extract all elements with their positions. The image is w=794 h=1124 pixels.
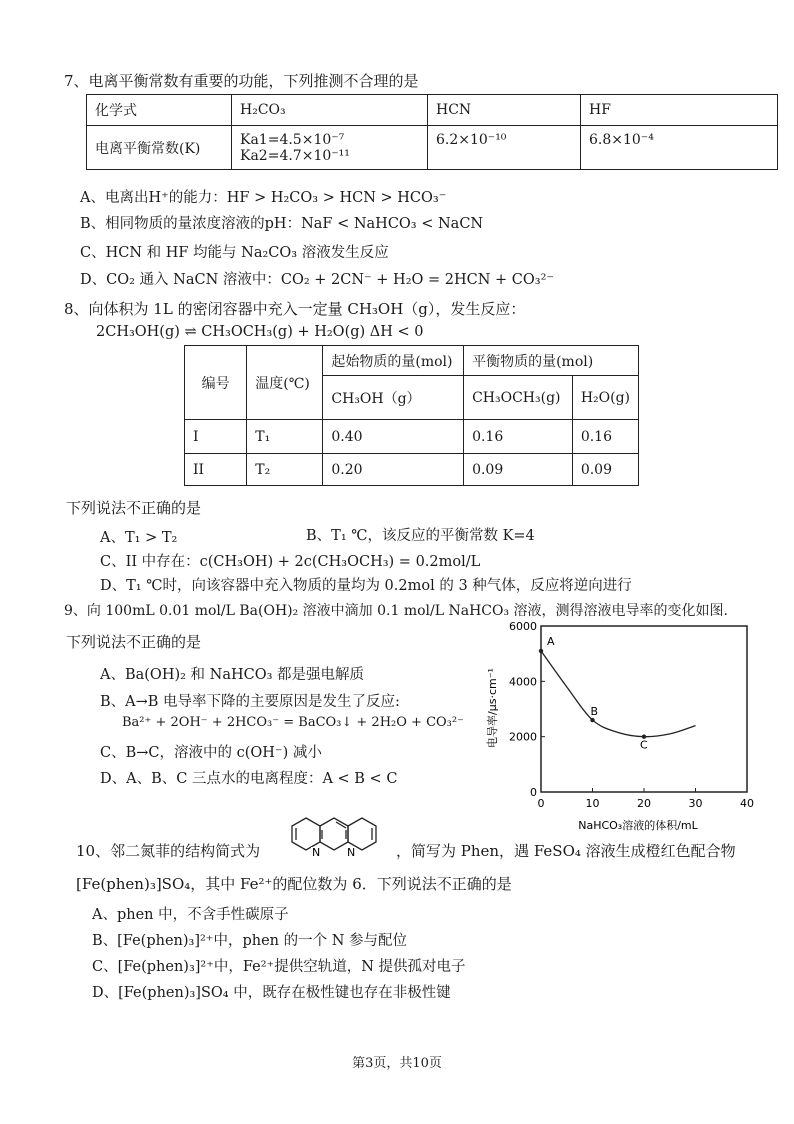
q8-header-start: 起始物质的量(mol) [323, 346, 464, 376]
nitrogen-label-right: N [347, 846, 356, 858]
q7-cell-hcn: 6.2×10⁻¹⁰ [428, 126, 581, 170]
q7-header-formula: 化学式 [87, 95, 232, 126]
q7-header-hf: HF [581, 95, 778, 126]
q7-header-hcn: HCN [428, 95, 581, 126]
q10-option-c: C、[Fe(phen)₃]²⁺中，Fe²⁺提供空轨道，N 提供孤对电子 [92, 959, 466, 975]
q8-row1-no: I [185, 420, 247, 454]
axis-ticks [509, 620, 754, 810]
q8-option-b: B、T₁ ℃，该反应的平衡常数 K=4 [306, 528, 535, 544]
q8-option-d: D、T₁ ℃时，向该容器中充入物质的量均为 0.2mol 的 3 种气体，反应将逆向进行 [100, 578, 632, 594]
q7-option-c: C、HCN 和 HF 均能与 Na₂CO₃ 溶液发生反应 [80, 245, 389, 261]
q8-header-eq: 平衡物质的量(mol) [464, 346, 639, 376]
q10-option-a: A、phen 中，不含手性碳原子 [92, 907, 289, 923]
q8-row2-ch3och3: 0.09 [464, 454, 573, 486]
q8-header-temp: 温度(℃) [247, 346, 323, 420]
table-row [185, 420, 639, 454]
q8-header-h2o: H₂O(g) [572, 376, 638, 420]
page-footer: 第3页，共10页 [352, 1056, 442, 1071]
y-tick-label: 2000 [509, 730, 537, 744]
point-a-label: A [547, 634, 555, 648]
y-tick-label: 0 [530, 786, 537, 799]
q7-cell-hf: 6.8×10⁻⁴ [581, 126, 778, 170]
q9-option-b: B、A→B 电导率下降的主要原因是发生了反应: [100, 694, 400, 710]
nitrogen-label-left: N [312, 846, 321, 858]
q7-ka1: Ka1=4.5×10⁻⁷ [240, 131, 345, 148]
q10-stem-part3: [Fe(phen)₃]SO₄，其中 Fe²⁺的配位数为 6．下列说法不正确的是 [76, 875, 512, 893]
q10-stem-part1: 10、邻二氮菲的结构简式为 [76, 842, 261, 860]
x-tick-label: 0 [537, 797, 545, 810]
q7-stem: 7、电离平衡常数有重要的功能，下列推测不合理的是 [64, 72, 419, 90]
q8-row2-h2o: 0.09 [572, 454, 638, 486]
q8-table [184, 345, 639, 486]
point-c-label: C [640, 738, 648, 752]
q10-option-b: B、[Fe(phen)₃]²⁺中，phen 的一个 N 参与配位 [92, 933, 408, 949]
point-a-marker [539, 649, 543, 653]
q8-row1-ch3oh: 0.40 [323, 420, 464, 454]
point-b-label: B [590, 705, 599, 719]
y-tick-label: 4000 [509, 675, 537, 689]
q9-option-b-equation: Ba²⁺ + 2OH⁻ + 2HCO₃⁻ = BaCO₃↓ + 2H₂O + CO₃²⁻ [122, 715, 464, 730]
q8-row2-ch3oh: 0.20 [323, 454, 464, 486]
q7-option-d: D、CO₂ 通入 NaCN 溶液中：CO₂ + 2CN⁻ + H₂O = 2HCN + CO₃²⁻ [80, 272, 555, 288]
q7-option-a: A、电离出H⁺的能力：HF > H₂CO₃ > HCN > HCO₃⁻ [80, 190, 447, 206]
x-tick-label: 10 [585, 797, 600, 810]
point-b-marker [590, 718, 594, 722]
x-tick-label: 30 [688, 797, 703, 810]
conductivity-chart [478, 616, 774, 838]
phenanthroline-structure [284, 812, 388, 858]
conductivity-series-line [541, 651, 696, 737]
q7-ka2: Ka2=4.7×10⁻¹¹ [240, 147, 350, 164]
q7-option-b: B、相同物质的量浓度溶液的pH：NaF < NaHCO₃ < NaCN [80, 216, 484, 232]
q9-option-a: A、Ba(OH)₂ 和 NaHCO₃ 都是强电解质 [100, 667, 365, 683]
q8-row1-h2o: 0.16 [572, 420, 638, 454]
x-axis-label: NaHCO₃溶液的体积/mL [578, 819, 698, 832]
q8-header-ch3och3: CH₃OCH₃(g) [464, 376, 573, 420]
plot-frame [541, 626, 747, 792]
q8-row2-no: II [185, 454, 247, 486]
q9-option-d: D、A、B、C 三点水的电离程度：A < B < C [100, 771, 398, 787]
q8-header-ch3oh: CH₃OH（g） [323, 376, 464, 420]
x-tick-label: 40 [740, 797, 754, 810]
q8-row2-temp: T₂ [247, 454, 323, 486]
q7-header-h2co3: H₂CO₃ [232, 95, 428, 126]
q8-reaction: 2CH₃OH(g) ⇌ CH₃OCH₃(g) + H₂O(g) ΔH < 0 [96, 324, 424, 340]
series-group [541, 651, 696, 737]
q8-stem: 8、向体积为 1L 的密闭容器中充入一定量 CH₃OH（g），发生反应： [64, 300, 526, 318]
q7-row-label: 电离平衡常数(K) [87, 126, 232, 170]
y-axis-label: 电导率/μs·cm⁻¹ [486, 668, 499, 748]
q8-option-c: C、II 中存在：c(CH₃OH) + 2c(CH₃OCH₃) = 0.2mol/L [100, 554, 481, 570]
q9-stem: 9、向 100mL 0.01 mol/L Ba(OH)₂ 溶液中滴加 0.1 mol/L NaHCO₃ 溶液，测得溶液电导率的变化如图. [64, 603, 728, 619]
point-labels [539, 635, 648, 752]
q8-row1-temp: T₁ [247, 420, 323, 454]
q8-prompt: 下列说法不正确的是 [66, 499, 202, 517]
y-tick-label: 6000 [509, 620, 537, 633]
table-row [185, 454, 639, 486]
q7-table [86, 94, 778, 170]
q7-cell-h2co3 [232, 126, 428, 170]
q8-header-no: 编号 [185, 346, 247, 420]
q9-prompt: 下列说法不正确的是 [66, 633, 202, 651]
q8-row1-ch3och3: 0.16 [464, 420, 573, 454]
x-tick-label: 20 [637, 797, 651, 810]
q10-stem-part2: ，简写为 Phen，遇 FeSO₄ 溶液生成橙红色配合物 [396, 842, 736, 860]
q9-option-c: C、B→C，溶液中的 c(OH⁻) 减小 [100, 745, 322, 761]
q10-option-d: D、[Fe(phen)₃]SO₄ 中，既存在极性键也存在非极性键 [92, 985, 451, 1001]
q8-option-a: A、T₁ > T₂ [100, 530, 178, 546]
